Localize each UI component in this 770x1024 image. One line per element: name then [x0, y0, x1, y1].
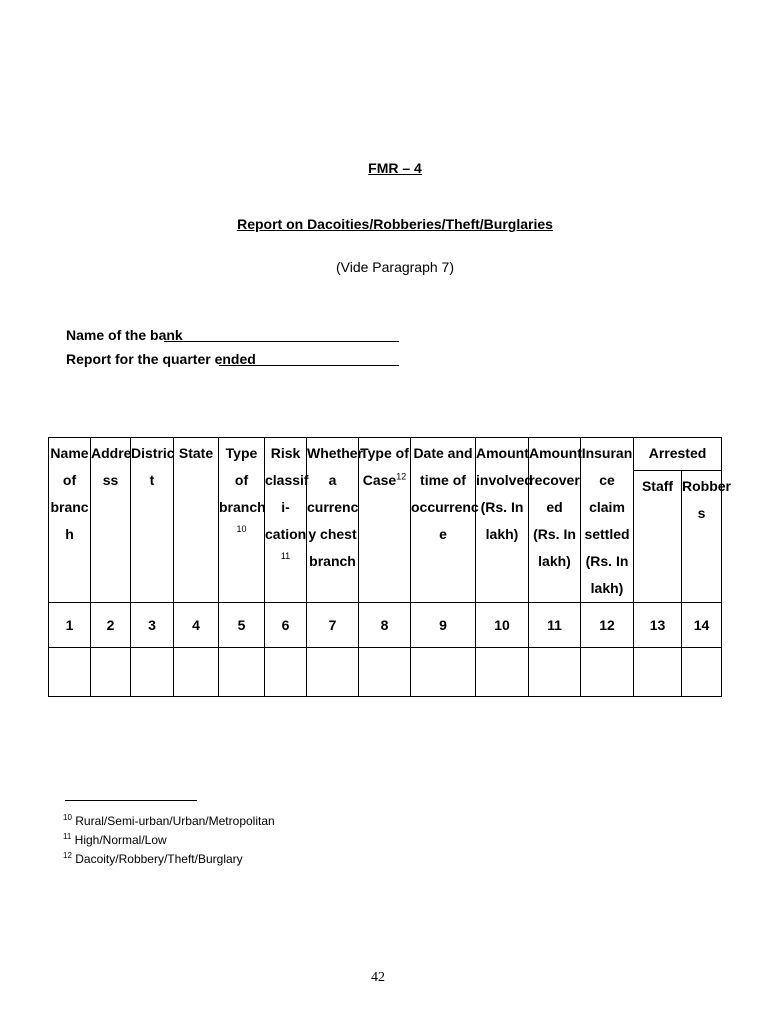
quarter-field: [66, 351, 256, 367]
col-header-branch-type: Type of branch 10: [219, 438, 265, 603]
incident-report-table: [48, 437, 731, 697]
entry-cell[interactable]: [476, 648, 529, 697]
col-header-staff: Staff: [634, 471, 682, 603]
entry-cell[interactable]: [49, 648, 91, 697]
blank-entry-row[interactable]: [49, 648, 722, 697]
column-number: 1: [49, 603, 91, 648]
column-number: 3: [131, 603, 174, 648]
col-header-insurance-claim: Insuran ce claim settled (Rs. In lakh): [581, 438, 634, 603]
column-number: 5: [219, 603, 265, 648]
col-header-amount-involved: Amount involved (Rs. In lakh): [476, 438, 529, 603]
col-header-amount-recovered: Amount recover ed (Rs. In lakh): [529, 438, 581, 603]
column-number: 6: [265, 603, 307, 648]
footnote-divider: [65, 800, 197, 801]
column-number: 13: [634, 603, 682, 648]
col-header-district: Distric t: [131, 438, 174, 603]
quarter-label: Report for the quarter ended: [66, 351, 256, 367]
paragraph-reference: (Vide Paragraph 7): [335, 259, 455, 275]
entry-cell[interactable]: [265, 648, 307, 697]
col-header-risk-classification: Risk classif i- cation 11: [265, 438, 307, 603]
column-number-row: [49, 603, 722, 648]
column-number: 14: [682, 603, 722, 648]
entry-cell[interactable]: [359, 648, 411, 697]
footnote-item: $^{12}$ Dacoity/Robbery/Theft/Burglary: [63, 851, 243, 866]
entry-cell[interactable]: [219, 648, 265, 697]
col-header-date-time: Date and time of occurrenc e: [411, 438, 476, 603]
col-header-robbers: Robber s: [682, 471, 722, 603]
footnote-ref-12: 12: [396, 471, 407, 482]
column-number: 2: [91, 603, 131, 648]
report-title: Report on Dacoities/Robberies/Theft/Burglaries: [237, 216, 553, 232]
footnote-ref-11: 11: [280, 551, 291, 561]
column-number: 7: [307, 603, 359, 648]
col-header-address: Addre ss: [91, 438, 131, 603]
col-header-arrested: Arrested: [634, 438, 722, 471]
col-header-case-type: Type of Case$^{12}$: [359, 438, 411, 603]
column-number: 10: [476, 603, 529, 648]
col-header-currency-chest: Whether a currenc y chest branch: [307, 438, 359, 603]
column-number: 11: [529, 603, 581, 648]
entry-cell[interactable]: [131, 648, 174, 697]
footnote-ref-10: 10: [236, 524, 247, 534]
column-number: 4: [174, 603, 219, 648]
page-number: 42: [371, 970, 385, 985]
entry-cell[interactable]: [682, 648, 722, 697]
col-header-branch-name: Name of branc h: [49, 438, 91, 603]
bank-name-line[interactable]: [164, 341, 399, 342]
entry-cell[interactable]: [411, 648, 476, 697]
footnotes: [63, 812, 275, 869]
entry-cell[interactable]: [174, 648, 219, 697]
column-number: 8: [359, 603, 411, 648]
entry-cell[interactable]: [307, 648, 359, 697]
entry-cell[interactable]: [634, 648, 682, 697]
column-number: 12: [581, 603, 634, 648]
entry-cell[interactable]: [91, 648, 131, 697]
footnote-item: $^{11}$ High/Normal/Low: [63, 832, 167, 847]
footnote-item: $^{10}$ Rural/Semi-urban/Urban/Metropolitan: [63, 813, 275, 828]
entry-cell[interactable]: [529, 648, 581, 697]
bank-name-label: Name of the bank: [66, 327, 183, 343]
form-code: FMR – 4: [368, 160, 422, 176]
entry-cell[interactable]: [581, 648, 634, 697]
col-header-state: State: [174, 438, 219, 603]
quarter-line[interactable]: [219, 365, 399, 366]
bank-name-field: [66, 327, 183, 343]
column-number: 9: [411, 603, 476, 648]
